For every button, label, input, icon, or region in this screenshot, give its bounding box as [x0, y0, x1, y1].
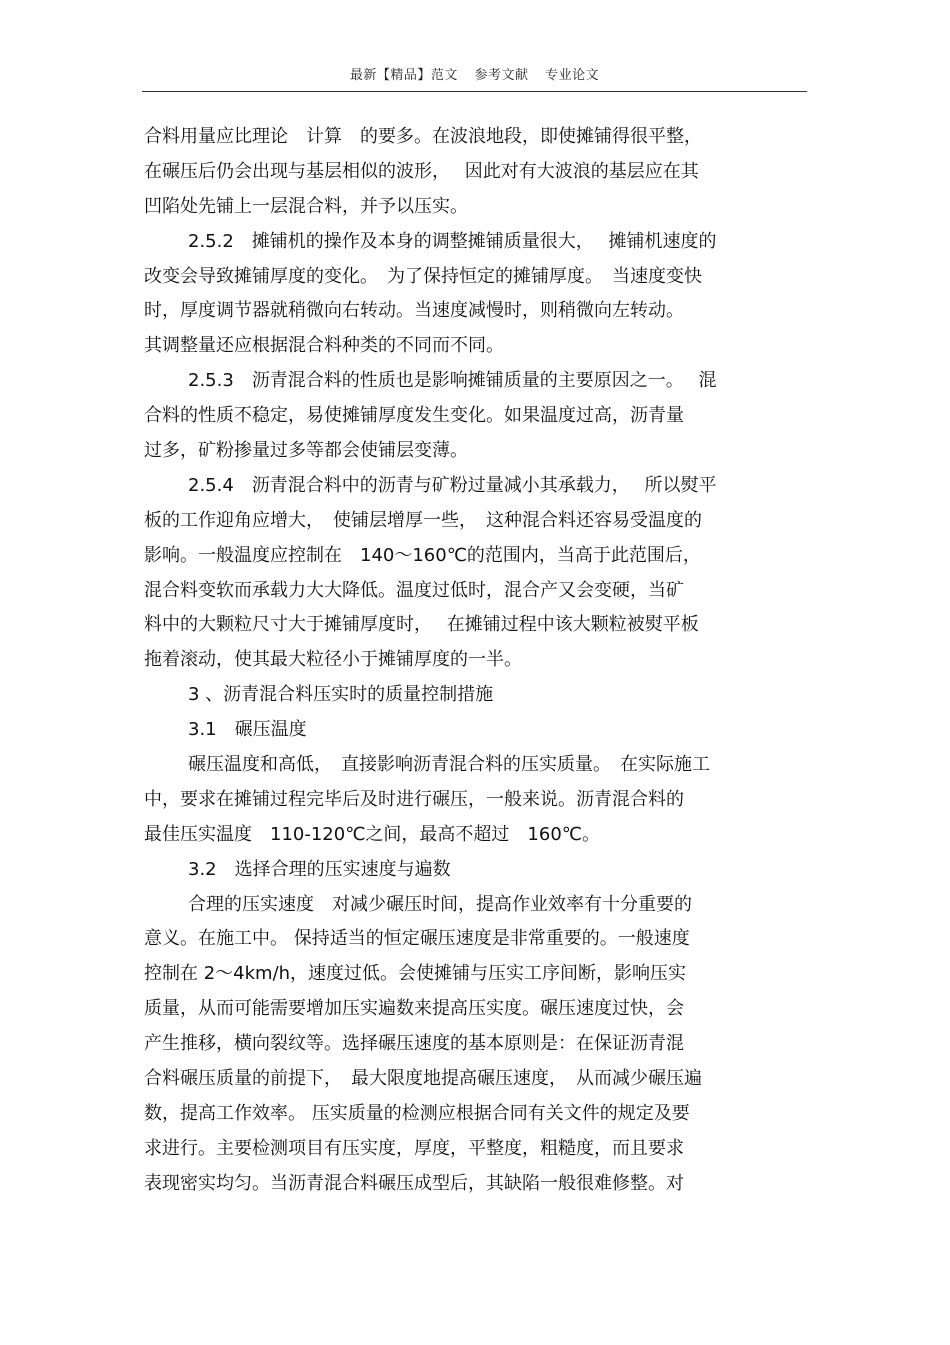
text-line: 时，厚度调节器就稍微向右转动。当速度减慢时，则稍微向左转动。 [144, 300, 684, 322]
text-line: 产生推移，横向裂纹等。选择碾压速度的基本原则是：在保证沥青混 [144, 1033, 684, 1055]
text-line: 合理的压实速度 对减少碾压时间，提高作业效率有十分重要的 [188, 893, 692, 915]
text-line: 料中的大颗粒尺寸大于摊铺厚度时， 在摊铺过程中该大颗粒被熨平板 [144, 614, 699, 636]
text-line: 影响。一般温度应控制在 140～160℃的范围内，当高于此范围后， [144, 544, 701, 566]
text-line: 求进行。主要检测项目有压实度，厚度，平整度，粗糙度，而且要求 [144, 1137, 684, 1159]
text-line: 拖着滚动，使其最大粒径小于摊铺厚度的一半。 [144, 649, 522, 671]
text-line: 意义。在施工中。 保持适当的恒定碾压速度是非常重要的。一般速度 [144, 928, 690, 950]
text-line: 最佳压实温度 110-120℃之间，最高不超过 160℃。 [144, 823, 600, 845]
text-line: 凹陷处先铺上一层混合料，并予以压实。 [144, 195, 468, 217]
text-line: 过多，矿粉掺量过多等都会使铺层变薄。 [144, 440, 468, 462]
text-line: 合料碾压质量的前提下， 最大限度地提高碾压速度， 从而减少碾压遍 [144, 1068, 702, 1090]
text-line: 板的工作迎角应增大， 使铺层增厚一些， 这种混合料还容易受温度的 [144, 509, 702, 531]
text-line: 合料用量应比理论 计算 的要多。在波浪地段，即使摊铺得很平整， [144, 126, 702, 147]
text-line: 控制在 2～4km/h，速度过低。会使摊铺与压实工序间断，影响压实 [144, 963, 687, 985]
header-rule [142, 91, 807, 92]
text-line: 中，要求在摊铺过程完毕后及时进行碾压，一般来说。沥青混合料的 [144, 788, 684, 810]
text-line: 混合料变软而承载力大大降低。温度过低时，混合产又会变硬，当矿 [144, 579, 684, 601]
text-line: 质量，从而可能需要增加压实遍数来提高压实度。碾压速度过快，会 [144, 998, 684, 1020]
text-line: 在碾压后仍会出现与基层相似的波形， 因此对有大波浪的基层应在其 [144, 160, 699, 182]
text-line: 表现密实均匀。当沥青混合料碾压成型后，其缺陷一般很难修整。对 [144, 1172, 684, 1194]
text-line: 3 、沥青混合料压实时的质量控制措施 [188, 684, 494, 706]
text-line: 3.1 碾压温度 [188, 719, 307, 741]
document-body [144, 120, 808, 1202]
text-line: 合料的性质不稳定，易使摊铺厚度发生变化。如果温度过高，沥青量 [144, 405, 684, 427]
text-line: 2.5.2 摊铺机的操作及本身的调整摊铺质量很大， 摊铺机速度的 [188, 230, 717, 252]
text-line: 3.2 选择合理的压实速度与遍数 [188, 858, 451, 880]
text-line: 其调整量还应根据混合料种类的不同而不同。 [144, 335, 504, 357]
text-line: 2.5.3 沥青混合料的性质也是影响摊铺质量的主要原因之一。 混 [188, 370, 717, 392]
text-line: 2.5.4 沥青混合料中的沥青与矿粉过量减小其承载力， 所以熨平 [188, 474, 717, 496]
text-line: 碾压温度和高低， 直接影响沥青混合料的压实质量。 在实际施工 [188, 754, 710, 776]
text-line: 数，提高工作效率。 压实质量的检测应根据合同有关文件的规定及要 [144, 1102, 690, 1124]
page-header: 最新【精品】范文 参考文献 专业论文 [349, 68, 600, 83]
text-line: 改变会导致摊铺厚度的变化。 为了保持恒定的摊铺厚度。 当速度变快 [144, 265, 702, 287]
